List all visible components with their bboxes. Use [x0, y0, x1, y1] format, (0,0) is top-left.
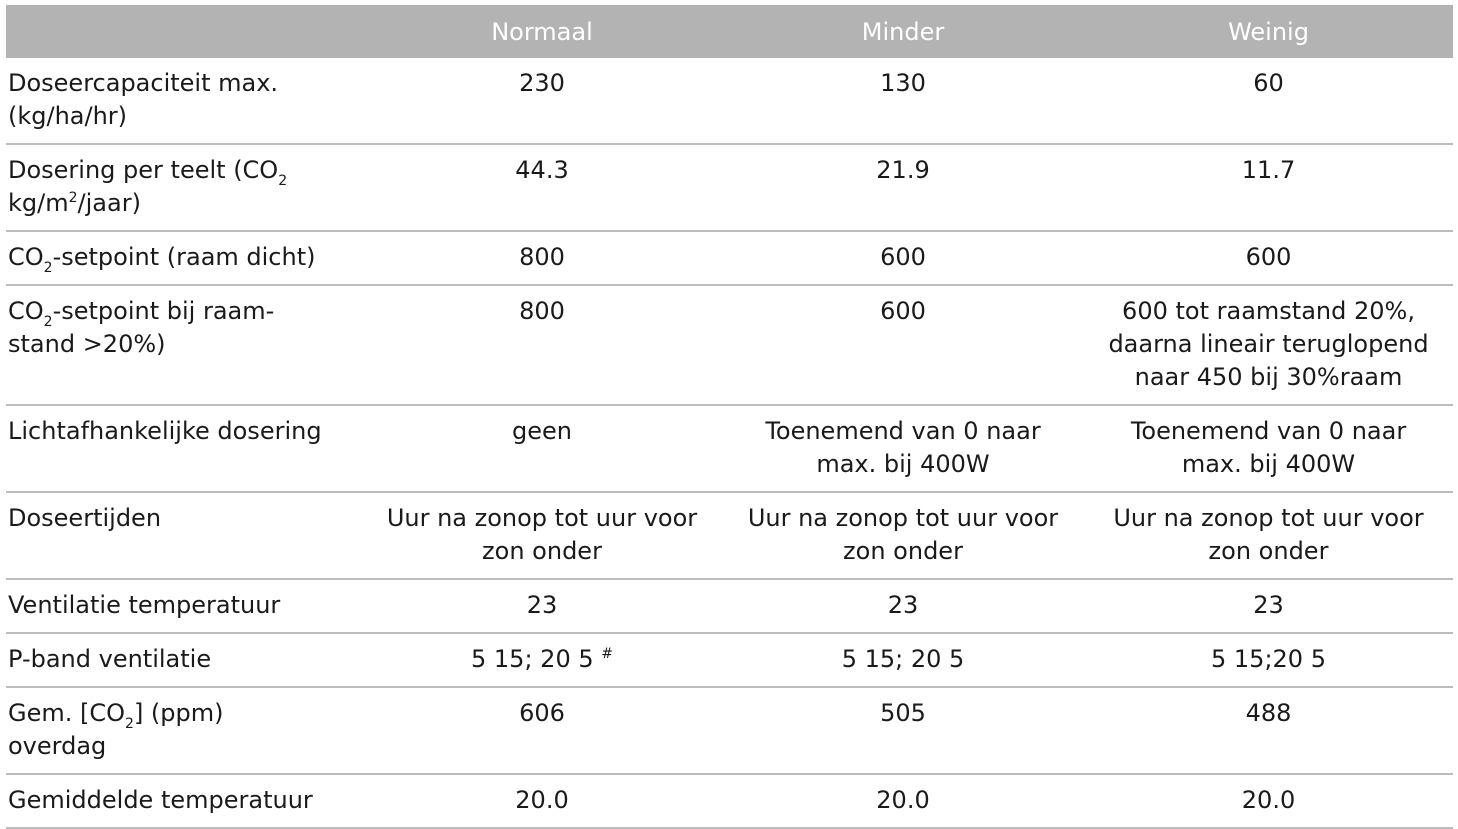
cell-minder: 130 [722, 58, 1084, 144]
cell-normaal: 5 15; 20 5 # [362, 633, 722, 687]
cell-normaal: Uur na zonop tot uur voor zon onder [362, 492, 722, 579]
row-label: P-band ventilatie [6, 633, 362, 687]
cell-normaal: 606 [362, 687, 722, 774]
header-minder: Minder [722, 5, 1084, 58]
cell-minder: 505 [722, 687, 1084, 774]
cell-weinig: 600 [1084, 231, 1453, 285]
header-empty [6, 5, 362, 58]
table-row [6, 231, 1453, 285]
cell-weinig: 20.0 [1084, 774, 1453, 828]
cell-minder: Uur na zonop tot uur voor zon onder [722, 492, 1084, 579]
row-label: Gemiddelde temperatuur [6, 774, 362, 828]
cell-normaal: 230 [362, 58, 722, 144]
cell-normaal: 23 [362, 579, 722, 633]
cell-normaal: 44.3 [362, 144, 722, 231]
cell-minder: 21.9 [722, 144, 1084, 231]
co2-dosing-table [6, 5, 1453, 829]
cell-normaal: geen [362, 405, 722, 492]
header-normaal: Normaal [362, 5, 722, 58]
header-row [6, 5, 1453, 58]
table-row [6, 633, 1453, 687]
table-row [6, 144, 1453, 231]
row-label: $CO_2$-setpoint bij raam- stand >20%) [6, 285, 362, 405]
cell-minder: 600 [722, 285, 1084, 405]
row-label: Dosering per teelt ($CO_2$ $kg/m^2/jaar$) [6, 144, 362, 231]
cell-weinig: 5 15;20 5 [1084, 633, 1453, 687]
cell-weinig: Uur na zonop tot uur voor zon onder [1084, 492, 1453, 579]
cell-weinig: Toenemend van 0 naar max. bij 400W [1084, 405, 1453, 492]
table-row [6, 774, 1453, 828]
cell-minder: 23 [722, 579, 1084, 633]
cell-weinig: 488 [1084, 687, 1453, 774]
cell-normaal: 800 [362, 231, 722, 285]
row-label: Doseercapaciteit max. (kg/ha/hr) [6, 58, 362, 144]
cell-weinig: 11.7 [1084, 144, 1453, 231]
row-label: Lichtafhankelijke dosering [6, 405, 362, 492]
cell-minder: 600 [722, 231, 1084, 285]
cell-weinig: 600 tot raamstand 20%, daarna lineair teruglopend naar 450 bij 30%raam [1084, 285, 1453, 405]
table-row [6, 687, 1453, 774]
row-label: Ventilatie temperatuur [6, 579, 362, 633]
table-row [6, 579, 1453, 633]
table-row [6, 58, 1453, 144]
table-row [6, 405, 1453, 492]
header-weinig: Weinig [1084, 5, 1453, 58]
cell-weinig: 23 [1084, 579, 1453, 633]
cell-minder: 5 15; 20 5 [722, 633, 1084, 687]
row-label: Gem. $[CO_2]$ (ppm) overdag [6, 687, 362, 774]
row-label: Doseertijden [6, 492, 362, 579]
table-row [6, 492, 1453, 579]
cell-minder: 20.0 [722, 774, 1084, 828]
cell-minder: Toenemend van 0 naar max. bij 400W [722, 405, 1084, 492]
row-label: $CO_2$-setpoint (raam dicht) [6, 231, 362, 285]
cell-weinig: 60 [1084, 58, 1453, 144]
cell-normaal: 20.0 [362, 774, 722, 828]
cell-normaal: 800 [362, 285, 722, 405]
table-row [6, 285, 1453, 405]
